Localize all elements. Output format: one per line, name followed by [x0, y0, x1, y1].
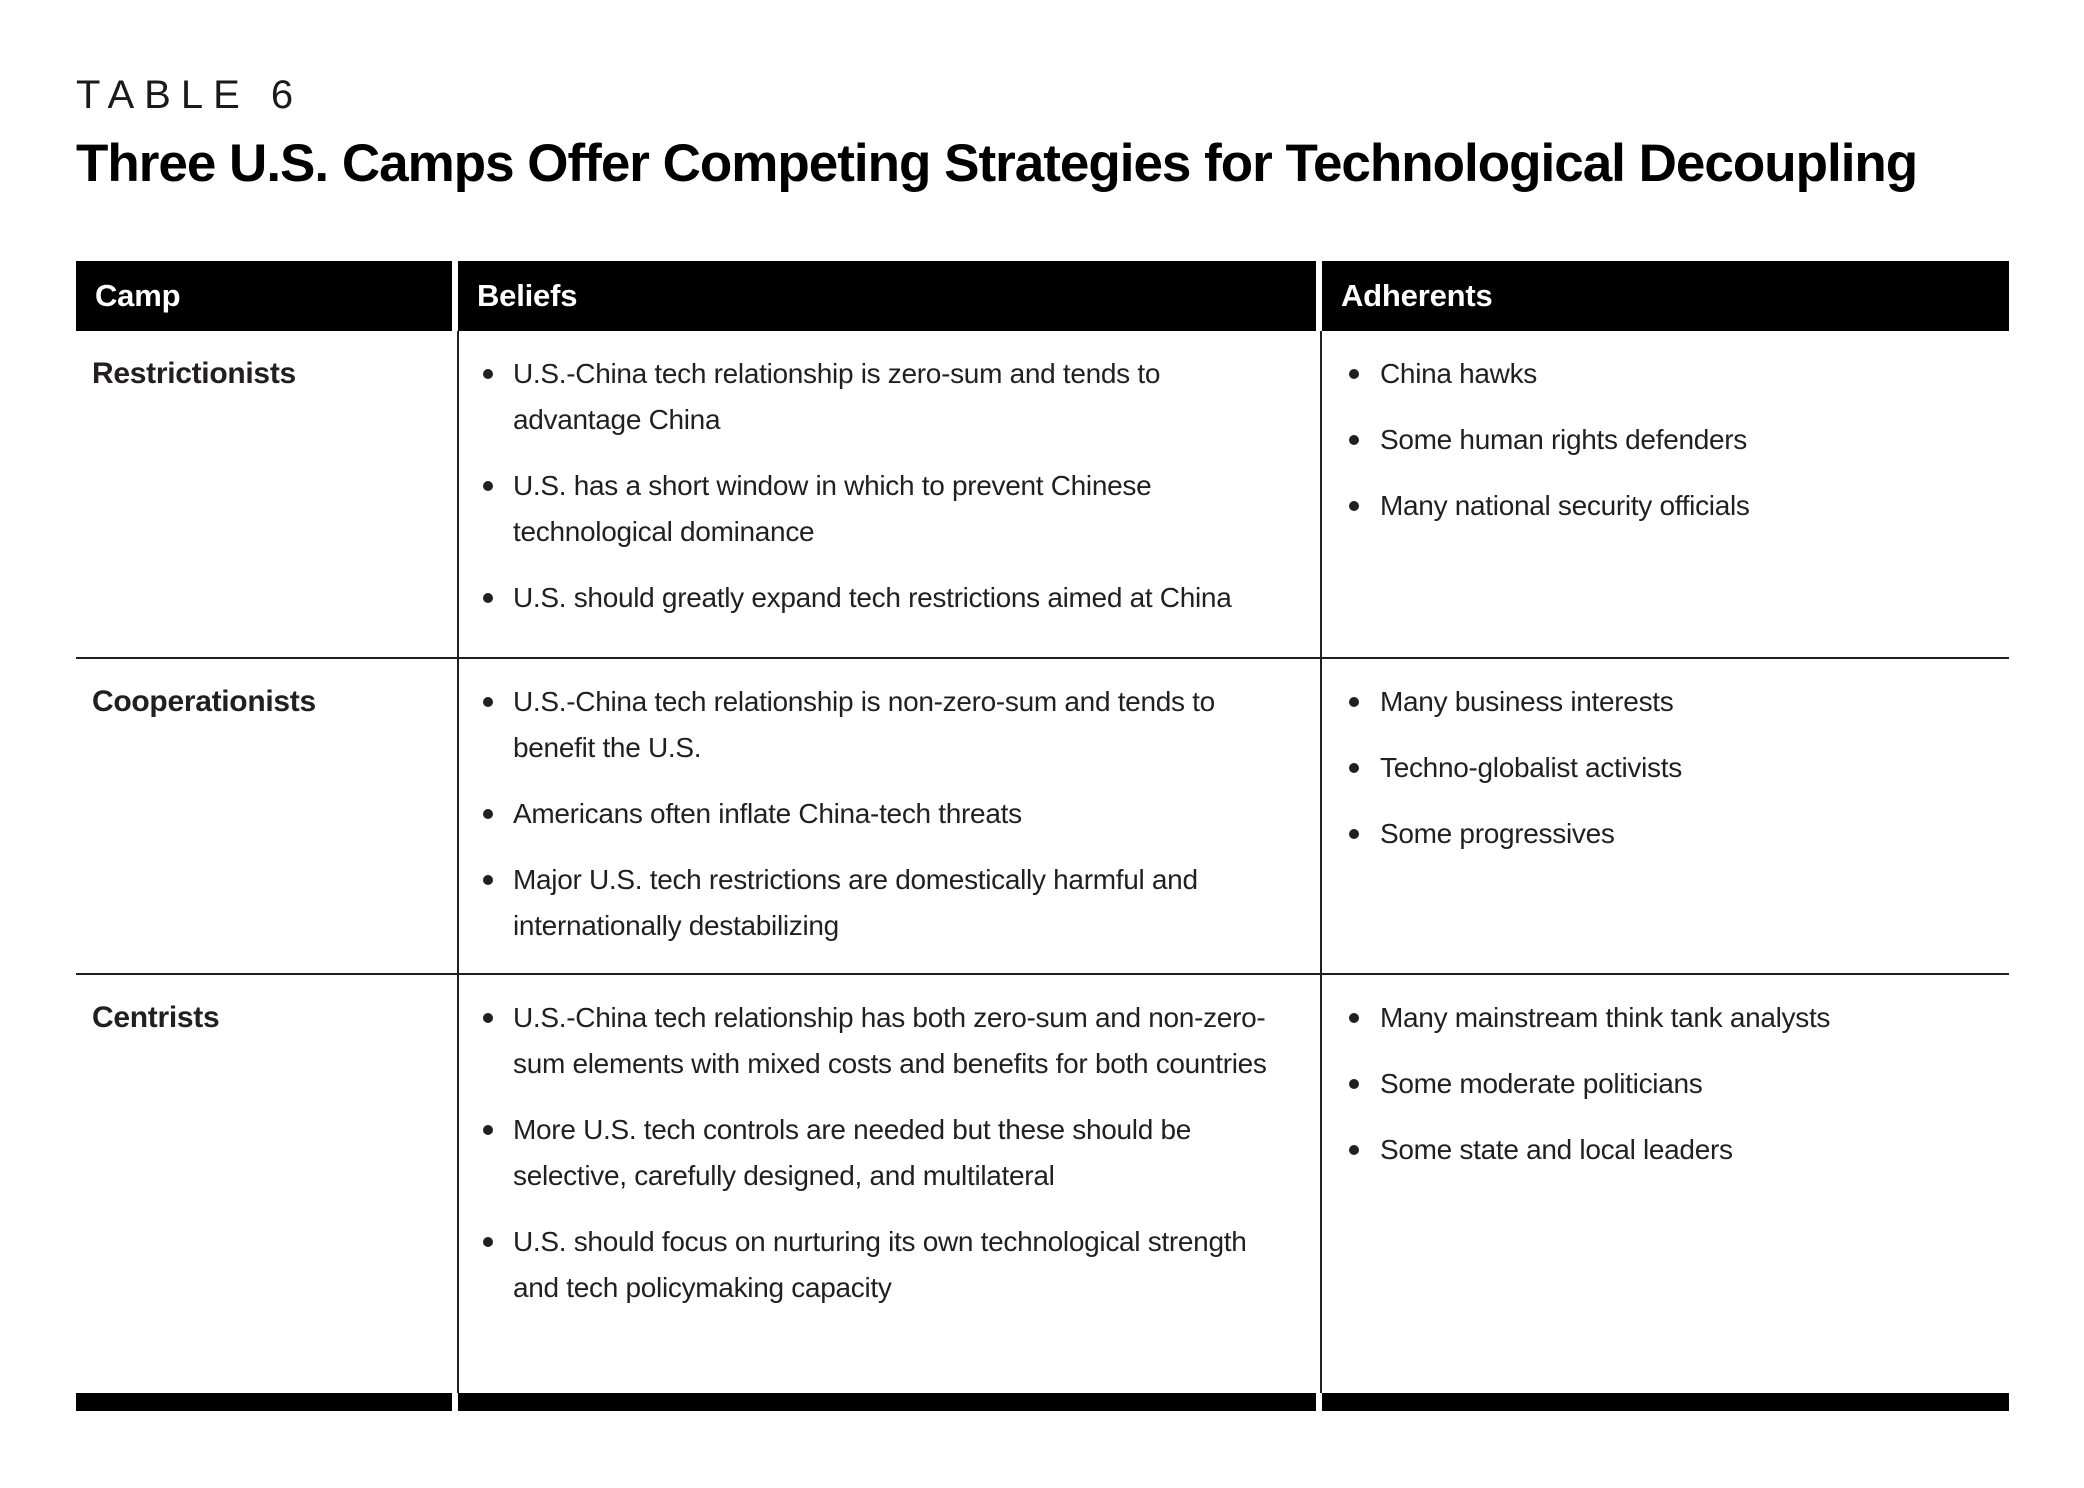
belief-item: Americans often inflate China-tech threats: [459, 791, 1320, 837]
beliefs-cell: [457, 659, 1320, 973]
beliefs-list: [459, 679, 1320, 949]
adherent-item: Techno-globalist activists: [1322, 745, 2009, 791]
belief-item: U.S. should focus on nurturing its own technological strength and tech policymaking capacity: [459, 1219, 1320, 1311]
bottom-rule-segment: [458, 1393, 1316, 1411]
belief-item: U.S.-China tech relationship is non-zero-sum and tends to benefit the U.S.: [459, 679, 1320, 771]
adherent-item: Some state and local leaders: [1322, 1127, 2009, 1173]
adherents-cell: [1320, 975, 2009, 1393]
table-row: [76, 975, 2009, 1393]
adherents-list: [1322, 679, 2009, 857]
table-bottom-rule: [76, 1393, 2009, 1411]
belief-item: Major U.S. tech restrictions are domestically harmful and internationally destabilizing: [459, 857, 1320, 949]
table-header-row: [76, 261, 2009, 331]
belief-item: U.S. should greatly expand tech restrictions aimed at China: [459, 575, 1320, 621]
beliefs-cell: [457, 975, 1320, 1393]
beliefs-cell: [457, 331, 1320, 657]
adherent-item: Many national security officials: [1322, 483, 2009, 529]
beliefs-list: [459, 995, 1320, 1311]
column-header-beliefs: Beliefs: [458, 261, 1316, 331]
adherent-item: Many mainstream think tank analysts: [1322, 995, 2009, 1041]
beliefs-list: [459, 351, 1320, 621]
table-row: [76, 659, 2009, 975]
adherents-cell: [1320, 331, 2009, 657]
bottom-rule-segment: [1322, 1393, 2009, 1411]
adherent-item: Some moderate politicians: [1322, 1061, 2009, 1107]
adherent-item: China hawks: [1322, 351, 2009, 397]
belief-item: More U.S. tech controls are needed but these should be selective, carefully designed, and multilateral: [459, 1107, 1320, 1199]
camp-name: Cooperationists: [92, 685, 316, 718]
adherent-item: Some progressives: [1322, 811, 2009, 857]
belief-item: U.S.-China tech relationship is zero-sum and tends to advantage China: [459, 351, 1320, 443]
camp-name: Centrists: [92, 1001, 220, 1034]
adherents-cell: [1320, 659, 2009, 973]
column-header-adherents: Adherents: [1322, 261, 2009, 331]
adherent-item: Many business interests: [1322, 679, 2009, 725]
table-row: [76, 331, 2009, 659]
belief-item: U.S.-China tech relationship has both zero-sum and non-zero-sum elements with mixed costs and benefits for both countries: [459, 995, 1320, 1087]
column-header-camp: Camp: [76, 261, 452, 331]
adherents-list: [1322, 995, 2009, 1173]
adherent-item: Some human rights defenders: [1322, 417, 2009, 463]
belief-item: U.S. has a short window in which to prevent Chinese technological dominance: [459, 463, 1320, 555]
page-title: Three U.S. Camps Offer Competing Strategies for Technological Decoupling: [76, 134, 1918, 193]
bottom-rule-segment: [76, 1393, 452, 1411]
adherents-list: [1322, 351, 2009, 529]
table-label: TABLE 6: [76, 73, 304, 117]
camp-name: Restrictionists: [92, 357, 296, 390]
camps-table: [76, 261, 2009, 1411]
